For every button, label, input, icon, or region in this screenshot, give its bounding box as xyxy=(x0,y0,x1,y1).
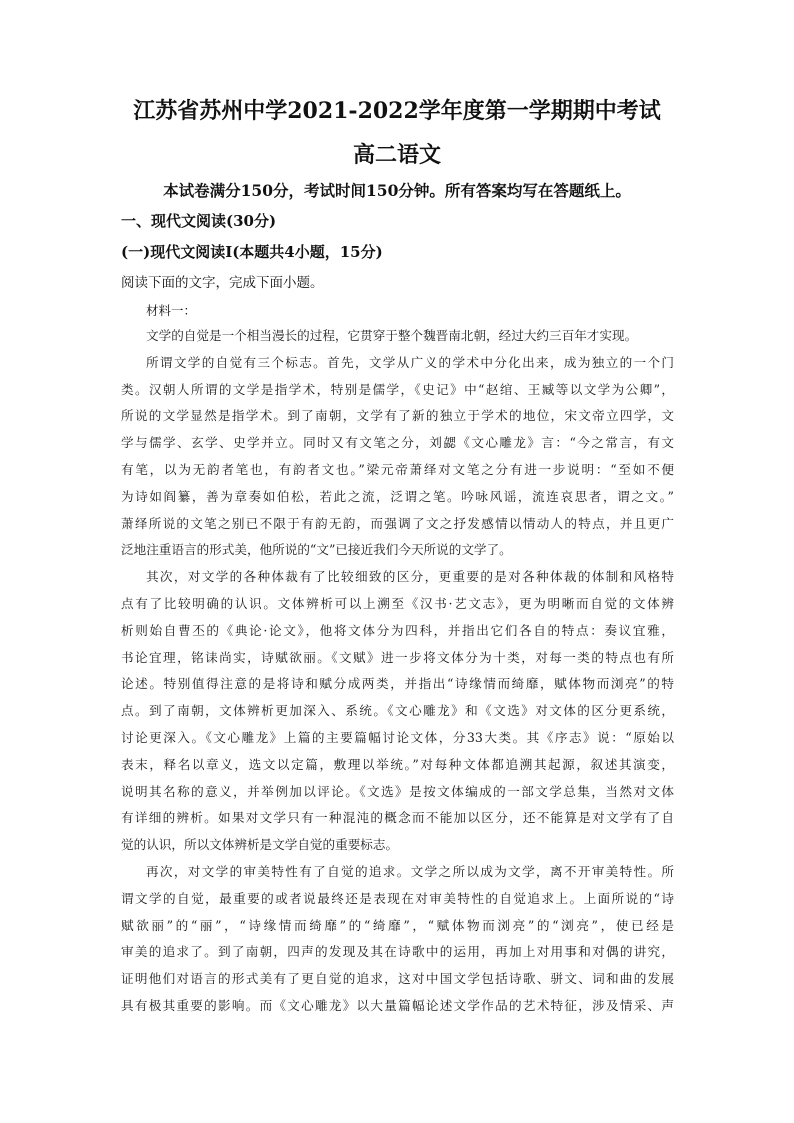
passage-line: 文学的自觉是一个相当漫长的过程，它贯穿于整个魏晋南北朝，经过大约三百年才实现。 xyxy=(146,328,638,343)
passage-line: 具有极其重要的影响。而《文心雕龙》以大量篇幅论述文学作品的艺术特征，涉及情采、声 xyxy=(121,997,674,1013)
passage-line: 类。汉朝人所谓的文学是指学术，特别是儒学，《史记》中“赵绾、王臧等以文学为公卿”， xyxy=(121,381,674,397)
passage-line: 点。到了南朝，文体辨析更加深入、系统。《文心雕龙》和《文选》对文体的区分更系统， xyxy=(121,703,674,719)
passage-line: 表末，释名以章义，选文以定篇，敷理以举统。”对每种文体都追溯其起源，叙述其演变， xyxy=(121,756,674,772)
exam-notice: 本试卷满分150分，考试时间150分钟。所有答案均写在答题纸上。 xyxy=(163,181,631,200)
passage-line: 谓文学的自觉，最重要的或者说最终还是表现在对审美特性的自觉追求上。上面所说的“诗 xyxy=(121,890,674,906)
passage-line: 泛地注重语言的形式美，他所说的“文”已接近我们今天所说的文学了。 xyxy=(121,542,512,558)
passage-line: 所说的文学显然是指学术。到了南朝，文学有了新的独立于学术的地位，宋文帝立四学，文 xyxy=(121,408,674,424)
passage-line: 觉的认识，所以文体辨析是文学自觉的重要标志。 xyxy=(121,837,399,853)
section-heading: 一、现代文阅读(30分) xyxy=(121,212,277,230)
passage-line: 说明其名称的意义，并举例加以评论。《文选》是按文体编成的一部文学总集，当然对文体 xyxy=(121,783,674,799)
passage-line: 审美的追求了。到了南朝，四声的发现及其在诗歌中的运用，再加上对用事和对偶的讲究， xyxy=(121,944,674,960)
subject-title: 高二语文 xyxy=(352,142,441,168)
passage-line: 证明他们对语言的形式美有了更自觉的追求，这对中国文学包括诗歌、骈文、词和曲的发展 xyxy=(121,971,674,987)
passage-line: 赋欲丽”的“丽”，“诗缘情而绮靡”的“绮靡”，“赋体物而浏亮”的“浏亮”，使已经是 xyxy=(121,917,674,933)
passage-line: 其次，对文学的各种体裁有了比较细致的区分，更重要的是对各种体裁的体制和风格特 xyxy=(146,569,674,585)
passage-line: 有笔，以为无韵者笔也，有韵者文也。”梁元帝萧绎对文笔之分有进一步说明：“至如不便 xyxy=(121,461,674,477)
passage-line: 析则始自曹丕的《典论·论文》，他将文体分为四科，并指出它们各自的特点：奏议宜雅， xyxy=(121,622,674,638)
subsection-heading: (一)现代文阅读Ⅰ(本题共4小题，15分) xyxy=(121,243,383,261)
passage-line: 有详细的辨析。如果对文学只有一种混沌的概念而不能加以区分，还不能算是对文学有了自 xyxy=(121,810,674,826)
exam-title: 江苏省苏州中学2021-2022学年度第一学期期中考试 xyxy=(133,98,661,124)
passage-line: 点有了比较明确的认识。文体辨析可以上溯至《汉书·艺文志》，更为明晰而自觉的文体辨 xyxy=(121,595,674,611)
passage-line: 萧绎所说的文笔之别已不限于有韵无韵，而强调了文之抒发感情以情动人的特点，并且更广 xyxy=(121,515,674,531)
passage-body xyxy=(121,323,674,1020)
passage-line: 讨论更深入。《文心雕龙》上篇的主要篇幅讨论文体，分33大类。其《序志》说：“原始以 xyxy=(121,729,674,745)
passage-line: 论述。特别值得注意的是将诗和赋分成两类，并指出“诗缘情而绮靡，赋体物而浏亮”的特 xyxy=(121,676,674,692)
reading-instruction: 阅读下面的文字，完成下面小题。 xyxy=(121,275,324,291)
passage-line: 学与儒学、玄学、史学并立。同时又有文笔之分，刘勰《文心雕龙》言：“今之常言，有文 xyxy=(121,435,674,451)
passage-line: 再次，对文学的审美特性有了自觉的追求。文学之所以成为文学，离不开审美特性。所 xyxy=(146,863,674,879)
material-label: 材料一： xyxy=(146,303,197,318)
passage-line: 所谓文学的自觉有三个标志。首先，文学从广义的学术中分化出来，成为独立的一个门 xyxy=(146,354,674,370)
passage-line: 为诗如阎纂，善为章奏如伯松，若此之流，泛谓之笔。吟咏风谣，流连哀思者，谓之文。” xyxy=(121,488,674,504)
passage-line: 书论宜理，铭诔尚实，诗赋欲丽。《文赋》进一步将文体分为十类，对每一类的特点也有所 xyxy=(121,649,674,665)
